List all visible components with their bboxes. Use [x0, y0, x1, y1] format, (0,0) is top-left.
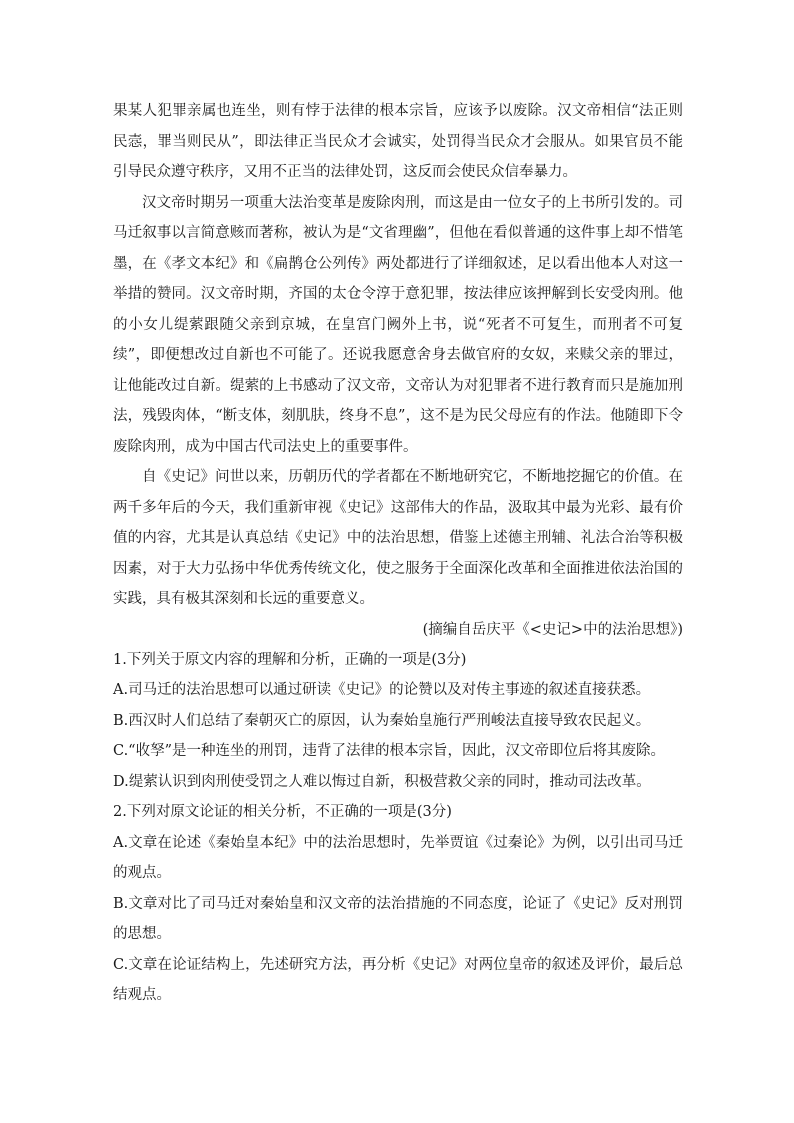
- question-2-option-a: A.文章在论述《秦始皇本纪》中的法治思想时，先举贾谊《过秦论》为例，以引出司马迁的观点。: [113, 834, 683, 881]
- question-2-option-b: B.文章对比了司马迁对秦始皇和汉文帝的法治措施的不同态度，论证了《史记》反对刑罚的思想。: [113, 895, 683, 942]
- paragraph-2: 汉文帝时期另一项重大法治变革是废除肉刑，而这是由一位女子的上书所引发的。司马迁叙事以言简意赅而著称，被认为是“文省理幽”，但他在看似普通的这件事上却不惜笔墨，在《孝文本纪》和《扁鹊仓公列传》两处都进行了详细叙述，足以看出他本人对这一举措的赞同。汉文帝时期，齐国的太仓令淳于意犯罪，按法律应该押解到长安受肉刑。他的小女儿缇萦跟随父亲到京城，在皇宫门阙外上书，说“死者不可复生，而刑者不可复续”，即便想改过自新也不可能了。还说我愿意舍身去做官府的女奴，来赎父亲的罪过，让他能改过自新。缇萦的上书感动了汉文帝，文帝认为对犯罪者不进行教育而只是施加刑法，残毁肉体，“断支体，刻肌肤，终身不息”，这不是为民父母应有的作法。他随即下令废除肉刑，成为中国古代司法史上的重要事件。: [113, 194, 683, 455]
- question-1-stem: 1.下列关于原文内容的理解和分析，正确的一项是(3分): [113, 651, 467, 668]
- question-2: [113, 797, 683, 1011]
- source-citation: (摘编自岳庆平《<史记>中的法治思想》): [422, 621, 683, 638]
- question-1-option-a: A.司马迁的法治思想可以通过研读《史记》的论赞以及对传主事迹的叙述直接获悉。: [113, 682, 651, 698]
- question-2-option-c: C.文章在论证结构上，先述研究方法，再分析《史记》对两位皇帝的叙述及评价，最后总结观点。: [113, 956, 683, 1003]
- question-1-option-d: D.缇萦认识到肉刑使受罚之人难以悔过自新，积极营救父亲的同时，推动司法改革。: [113, 773, 651, 790]
- question-1-option-b: B.西汉时人们总结了秦朝灭亡的原因，认为秦始皇施行严刑峻法直接导致农民起义。: [113, 712, 651, 729]
- article-body: [113, 96, 683, 1011]
- question-1-option-c: C.“收孥”是一种连坐的刑罚，违背了法律的根本宗旨，因此，汉文帝即位后将其废除。: [113, 743, 666, 759]
- question-1: [113, 645, 683, 798]
- paragraph-3: 自《史记》问世以来，历朝历代的学者都在不断地研究它，不断地挖掘它的价值。在两千多年后的今天，我们重新审视《史记》这部伟大的作品，汲取其中最为光彩、最有价值的内容，尤其是认真总结《史记》中的法治思想，借鉴上述德主刑辅、礼法合治等积极因素，对于大力弘扬中华优秀传统文化，使之服务于全面深化改革和全面推进依法治国的实践，具有极其深刻和长远的重要意义。: [113, 469, 683, 607]
- paragraph-1: 果某人犯罪亲属也连坐，则有悖于法律的根本宗旨，应该予以废除。汉文帝相信“法正则民悫，罪当则民从”，即法律正当民众才会诚实，处罚得当民众才会服从。如果官员不能引导民众遵守秩序，又用不正当的法律处罚，这反而会使民众信奉暴力。: [113, 103, 683, 180]
- question-2-stem: 2.下列对原文论证的相关分析，不正确的一项是(3分): [113, 804, 452, 820]
